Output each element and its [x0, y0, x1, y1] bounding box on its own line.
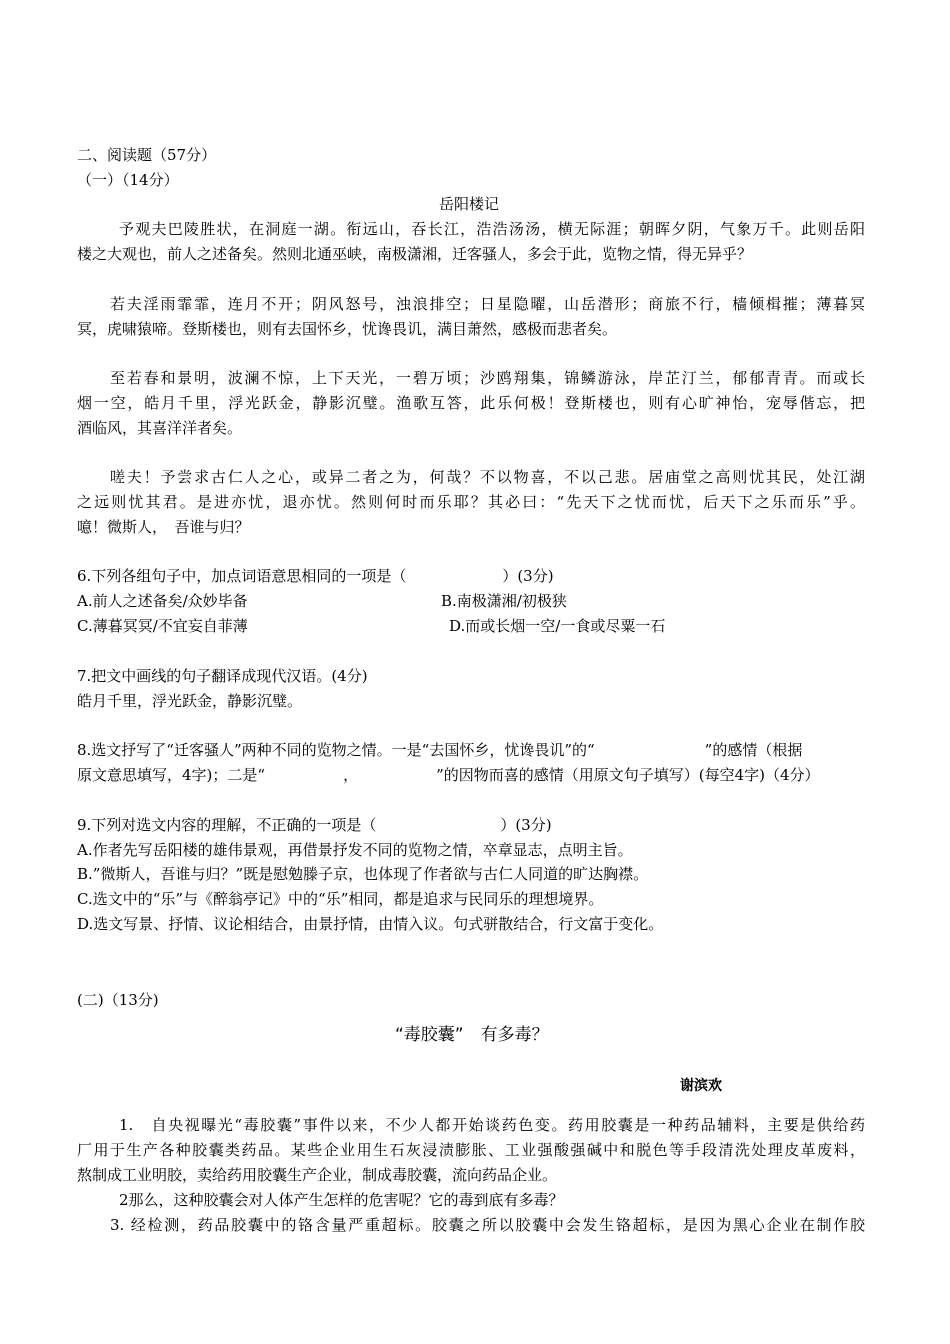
q6-stem-end: ）(3分)	[502, 567, 554, 585]
q6-option-d: D.而或长烟一空/一食或尽粟一石	[449, 617, 666, 635]
q9-stem-end: ）(3分)	[500, 816, 552, 834]
part1-title: 岳阳楼记	[439, 195, 500, 213]
passage-line: 若夫淫雨霏霏，连月不开；阴风怒号，浊浪排空；日星隐曜，山岳潜形；商旅不行，樯倾楫摧；薄暮冥	[110, 295, 865, 313]
passage-line: 予观夫巴陵胜状，在洞庭一湖。衔远山，吞长江，浩浩汤汤，横无际涯；朝晖夕阴，气象万千。此则岳阳	[119, 220, 865, 238]
q8-line2	[77, 765, 820, 785]
article-line: 熬制成工业明胶，卖给药用胶囊生产企业，制成毒胶囊，流向药品企业。	[77, 1166, 558, 1184]
q9-stem	[77, 815, 552, 835]
q7-stem: 7.把文中画线的句子翻译成现代汉语。(4分)	[77, 667, 368, 685]
q9-option-c: C.选文中的“乐”与《醉翁亭记》中的“乐”相同，都是追求与民同乐的理想境界。	[77, 890, 604, 908]
passage-line: 之远则忧其君。是进亦忧，退亦忧。然则何时而乐耶？其必曰：“先天下之忧而忧，后天下之乐而乐”乎。	[77, 493, 865, 511]
passage-line: 噫！微斯人， 吾谁与归？	[77, 518, 250, 536]
part2-author: 谢滨欢	[680, 1078, 722, 1094]
q8-text: ，	[343, 766, 359, 784]
q9-stem-text: 9.下列对选文内容的理解，不正确的一项是（	[77, 816, 377, 834]
q6-stem	[77, 566, 554, 586]
q6-stem-text: 6.下列各组句子中，加点词语意思相同的一项是（	[77, 567, 407, 585]
passage-line: 楼之大观也，前人之述备矣。然则北通巫峡，南极潇湘，迁客骚人，多会于此，览物之情，得无异乎？	[77, 245, 753, 263]
passage-line: 烟一空，皓月千里，浮光跃金，静影沉璧。渔歌互答，此乐何极！登斯楼也，则有心旷神怡，宠辱偕忘，把	[77, 394, 865, 412]
q9-option-a: A.作者先写岳阳楼的雄伟景观，再借景抒发不同的览物之情，卒章显志，点明主旨。	[77, 841, 633, 859]
passage-line: 冥，虎啸猿啼。登斯楼也，则有去国怀乡，忧谗畏讥，满目萧然，感极而悲者矣。	[77, 320, 618, 338]
q8-text: ”的因物而喜的感情（用原文句子填写）(每空4字)（4分）	[436, 766, 820, 784]
article-line: 3. 经检测，药品胶囊中的铬含量严重超标。胶囊之所以胶囊中会发生铬超标，是因为黑心企业在制作胶	[110, 1216, 865, 1234]
passage-line: 酒临风，其喜洋洋者矣。	[77, 419, 243, 437]
q8-text: 原文意思填写，4字)；二是“	[77, 766, 266, 784]
article-line: 1. 自央视曝光“毒胶囊”事件以来，不少人都开始谈药色变。药用胶囊是一种药品辅料，主要是供给药	[119, 1116, 865, 1134]
q6-option-a: A.前人之述备矣/众妙毕备	[77, 592, 248, 610]
article-line: 厂用于生产各种胶囊类药品。某些企业用生石灰浸渍膨胀、工业强酸强碱中和脱色等手段清洗处理皮革废料，	[77, 1141, 865, 1159]
q8-text: 8.选文抒写了“迁客骚人”两种不同的览物之情。一是“去国怀乡，忧谗畏讥”的“	[77, 741, 595, 759]
q9-option-b: B.”微斯人，吾谁与归？”既是慰勉滕子京，也体现了作者欲与古仁人同道的旷达胸襟。	[77, 865, 649, 883]
q8-line1	[77, 740, 802, 760]
section-heading: 二、阅读题（57分）	[77, 146, 217, 164]
q7-sentence: 皓月千里，浮光跃金，静影沉璧。	[77, 692, 303, 710]
part2-heading: (二)（13分)	[77, 991, 159, 1009]
part2-title: “毒胶囊” 有多毒？	[395, 1025, 549, 1045]
q6-option-b: B.南极潇湘/初极狭	[441, 592, 567, 610]
part1-heading: （一）（14分）	[77, 171, 179, 189]
article-line: 2那么，这种胶囊会对人体产生怎样的危害呢？它的毒到底有多毒？	[119, 1191, 564, 1209]
passage-line: 嗟夫！予尝求古仁人之心，或异二者之为，何哉？不以物喜，不以己悲。居庙堂之高则忧其民，处江湖	[110, 468, 865, 486]
passage-line: 至若春和景明，波澜不惊，上下天光，一碧万顷；沙鸥翔集，锦鳞游泳，岸芷汀兰，郁郁青青。而或长	[110, 369, 865, 387]
q6-option-c: C.薄暮冥冥/不宜妄自菲薄	[77, 617, 248, 635]
q8-text: ”的感情（根据	[704, 741, 803, 759]
q9-option-d: D.选文写景、抒情、议论相结合，由景抒情，由情入议。句式骈散结合，行文富于变化。	[77, 915, 664, 933]
